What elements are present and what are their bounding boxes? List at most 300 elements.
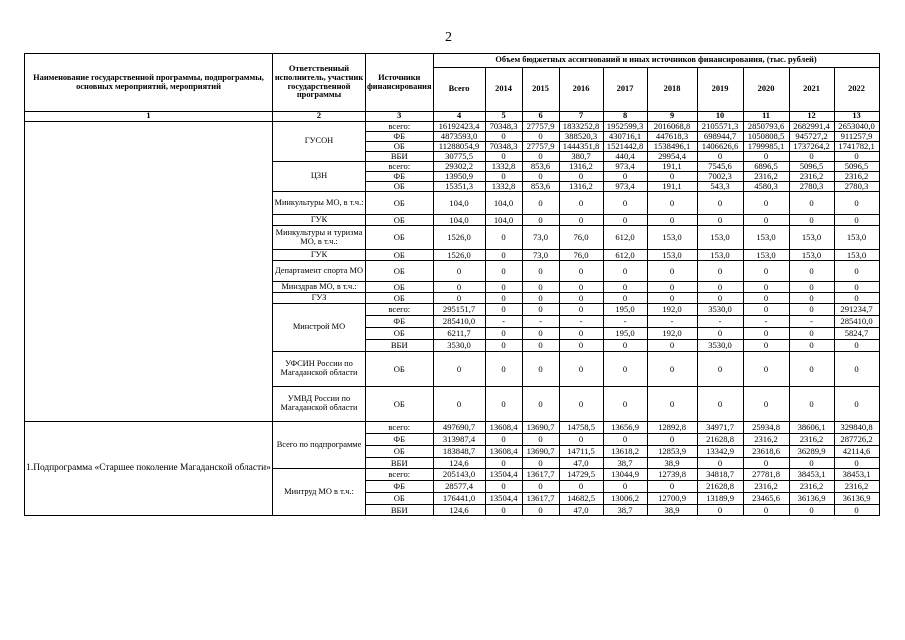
header-source: Источники финансирования <box>366 54 434 112</box>
value-cell: 0 <box>743 352 789 387</box>
value-cell: 0 <box>834 505 879 516</box>
value-cell: 0 <box>697 505 743 516</box>
value-cell: 0 <box>789 340 834 352</box>
source-cell: всего: <box>366 304 434 316</box>
value-cell: 0 <box>789 458 834 469</box>
value-cell: 0 <box>743 192 789 215</box>
value-cell: 0 <box>559 328 603 340</box>
value-cell: 0 <box>697 192 743 215</box>
table-row <box>25 422 880 434</box>
value-cell: 2780,3 <box>834 182 879 192</box>
value-cell: 153,0 <box>697 250 743 261</box>
value-cell: 0 <box>834 387 879 422</box>
responsible-cell: ГУСОН <box>273 122 366 162</box>
responsible-cell: ГУЗ <box>273 293 366 304</box>
header-column-number: 6 <box>522 112 559 122</box>
value-cell: 440,4 <box>603 152 647 162</box>
source-cell: ОБ <box>366 192 434 215</box>
header-year: 2016 <box>559 68 603 112</box>
header-year: Всего <box>433 68 485 112</box>
value-cell: 25934,8 <box>743 422 789 434</box>
value-cell: 0 <box>697 293 743 304</box>
value-cell: 14758,5 <box>559 422 603 434</box>
header-column-number: 8 <box>603 112 647 122</box>
value-cell: 38453,1 <box>789 469 834 481</box>
responsible-cell: Минздрав МО, в т.ч.: <box>273 282 366 293</box>
value-cell: 945727,2 <box>789 132 834 142</box>
value-cell: 285410,0 <box>834 316 879 328</box>
value-cell: 27757,9 <box>522 122 559 132</box>
header-column-number: 13 <box>834 112 879 122</box>
value-cell: 153,0 <box>743 226 789 250</box>
subprogram-label: 1.Подпрограмма «Старшее поколение Магаданской области» <box>25 422 273 516</box>
budget-table <box>24 53 880 516</box>
value-cell: 287726,2 <box>834 434 879 446</box>
value-cell: 0 <box>485 282 522 293</box>
value-cell: 38,7 <box>603 505 647 516</box>
value-cell: 0 <box>789 152 834 162</box>
value-cell: 6211,7 <box>433 328 485 340</box>
header-column-number: 11 <box>743 112 789 122</box>
value-cell: 0 <box>485 261 522 282</box>
value-cell: 1526,0 <box>433 250 485 261</box>
header-responsible: Ответственный исполнитель, участник государственной программы <box>273 54 366 112</box>
value-cell: 1526,0 <box>433 226 485 250</box>
value-cell: 1406626,6 <box>697 142 743 152</box>
value-cell: 192,0 <box>647 304 697 316</box>
value-cell: 6896,5 <box>743 162 789 172</box>
value-cell: 5096,5 <box>834 162 879 172</box>
value-cell: 153,0 <box>834 250 879 261</box>
value-cell: 0 <box>485 340 522 352</box>
value-cell: 0 <box>603 340 647 352</box>
value-cell: 698944,7 <box>697 132 743 142</box>
value-cell: 0 <box>559 481 603 493</box>
value-cell: 70348,3 <box>485 122 522 132</box>
source-cell: ОБ <box>366 446 434 458</box>
responsible-cell: ГУК <box>273 250 366 261</box>
value-cell: 0 <box>743 505 789 516</box>
value-cell: 0 <box>789 192 834 215</box>
value-cell: 0 <box>647 215 697 226</box>
header-column-number: 9 <box>647 112 697 122</box>
value-cell: 29954,4 <box>647 152 697 162</box>
value-cell: 2316,2 <box>834 172 879 182</box>
value-cell: 0 <box>485 304 522 316</box>
responsible-cell: ГУК <box>273 215 366 226</box>
value-cell: - <box>647 316 697 328</box>
value-cell: 0 <box>647 282 697 293</box>
value-cell: 0 <box>522 282 559 293</box>
value-cell: 176441,0 <box>433 493 485 505</box>
value-cell: 195,0 <box>603 304 647 316</box>
responsible-cell: Всего по подпрограмме <box>273 422 366 469</box>
value-cell: 73,0 <box>522 250 559 261</box>
value-cell: 0 <box>522 387 559 422</box>
value-cell: 0 <box>834 215 879 226</box>
value-cell: 2016068,8 <box>647 122 697 132</box>
value-cell: 0 <box>647 340 697 352</box>
value-cell: 14682,5 <box>559 493 603 505</box>
value-cell: 0 <box>522 132 559 142</box>
value-cell: 0 <box>559 261 603 282</box>
source-cell: ОБ <box>366 493 434 505</box>
value-cell: 192,0 <box>647 328 697 340</box>
value-cell: 0 <box>789 261 834 282</box>
value-cell: 191,1 <box>647 182 697 192</box>
value-cell: 13617,7 <box>522 493 559 505</box>
value-cell: 0 <box>647 172 697 182</box>
responsible-cell: Минтруд МО в т.ч.: <box>273 469 366 516</box>
value-cell: 0 <box>603 387 647 422</box>
responsible-cell: ЦЗН <box>273 162 366 192</box>
value-cell: 70348,3 <box>485 142 522 152</box>
value-cell: 0 <box>559 352 603 387</box>
value-cell: 0 <box>559 282 603 293</box>
value-cell: 1799985,1 <box>743 142 789 152</box>
value-cell: 0 <box>559 172 603 182</box>
value-cell: 15351,3 <box>433 182 485 192</box>
value-cell: 2682991,4 <box>789 122 834 132</box>
value-cell: 0 <box>559 192 603 215</box>
value-cell: 0 <box>789 304 834 316</box>
header-year: 2019 <box>697 68 743 112</box>
value-cell: 2850793,6 <box>743 122 789 132</box>
value-cell: 329840,8 <box>834 422 879 434</box>
source-cell: всего: <box>366 122 434 132</box>
header-column-number: 7 <box>559 112 603 122</box>
value-cell: 0 <box>522 481 559 493</box>
value-cell: 153,0 <box>697 226 743 250</box>
value-cell: 7545,6 <box>697 162 743 172</box>
value-cell: 13189,9 <box>697 493 743 505</box>
source-cell: ОБ <box>366 226 434 250</box>
value-cell: 0 <box>834 282 879 293</box>
value-cell: 104,0 <box>485 215 522 226</box>
value-cell: 38,7 <box>603 458 647 469</box>
header-year: 2015 <box>522 68 559 112</box>
value-cell: 7002,3 <box>697 172 743 182</box>
value-cell: 2316,2 <box>743 434 789 446</box>
value-cell: 0 <box>789 328 834 340</box>
value-cell: 0 <box>697 352 743 387</box>
value-cell: 153,0 <box>789 226 834 250</box>
value-cell: 153,0 <box>647 250 697 261</box>
value-cell: 0 <box>603 352 647 387</box>
value-cell: 0 <box>603 192 647 215</box>
value-cell: - <box>789 316 834 328</box>
value-cell: 27781,8 <box>743 469 789 481</box>
value-cell: 0 <box>559 304 603 316</box>
value-cell: 0 <box>603 282 647 293</box>
value-cell: 30775,5 <box>433 152 485 162</box>
source-cell: всего: <box>366 469 434 481</box>
value-cell: 612,0 <box>603 250 647 261</box>
value-cell: - <box>485 316 522 328</box>
value-cell: 1332,8 <box>485 182 522 192</box>
value-cell: 0 <box>789 387 834 422</box>
value-cell: 104,0 <box>485 192 522 215</box>
value-cell: 388520,3 <box>559 132 603 142</box>
value-cell: 0 <box>485 434 522 446</box>
value-cell: 0 <box>834 152 879 162</box>
value-cell: 153,0 <box>789 250 834 261</box>
value-cell: 13044,9 <box>603 469 647 481</box>
value-cell: 0 <box>559 215 603 226</box>
value-cell: 153,0 <box>743 250 789 261</box>
responsible-cell: УМВД России по Магаданской области <box>273 387 366 422</box>
value-cell: 124,6 <box>433 505 485 516</box>
header-year: 2017 <box>603 68 647 112</box>
value-cell: 3530,0 <box>697 340 743 352</box>
value-cell: 1741782,1 <box>834 142 879 152</box>
header-column-number: 4 <box>433 112 485 122</box>
source-cell: ФБ <box>366 172 434 182</box>
source-cell: ВБИ <box>366 505 434 516</box>
value-cell: 0 <box>522 172 559 182</box>
value-cell: 191,1 <box>647 162 697 172</box>
value-cell: 13006,2 <box>603 493 647 505</box>
value-cell: 0 <box>559 293 603 304</box>
value-cell: 0 <box>485 481 522 493</box>
value-cell: 1833252,8 <box>559 122 603 132</box>
value-cell: 104,0 <box>433 192 485 215</box>
source-cell: ОБ <box>366 182 434 192</box>
header-column-number: 1 <box>25 112 273 122</box>
value-cell: 0 <box>743 458 789 469</box>
value-cell: 23465,6 <box>743 493 789 505</box>
value-cell: 0 <box>522 192 559 215</box>
value-cell: 183848,7 <box>433 446 485 458</box>
value-cell: 0 <box>834 458 879 469</box>
value-cell: 0 <box>485 387 522 422</box>
value-cell: 0 <box>789 293 834 304</box>
value-cell: 14711,5 <box>559 446 603 458</box>
responsible-cell: Минкультуры и туризма МО, в т.ч.: <box>273 226 366 250</box>
value-cell: 0 <box>603 261 647 282</box>
page-number: 2 <box>445 30 452 45</box>
value-cell: - <box>697 316 743 328</box>
value-cell: 13342,9 <box>697 446 743 458</box>
value-cell: 380,7 <box>559 152 603 162</box>
value-cell: 973,4 <box>603 182 647 192</box>
value-cell: 0 <box>603 481 647 493</box>
value-cell: 1444351,8 <box>559 142 603 152</box>
value-cell: 12892,8 <box>647 422 697 434</box>
value-cell: 0 <box>603 172 647 182</box>
value-cell: 0 <box>522 458 559 469</box>
value-cell: 0 <box>789 352 834 387</box>
value-cell: 0 <box>789 282 834 293</box>
value-cell: 0 <box>697 215 743 226</box>
value-cell: 291234,7 <box>834 304 879 316</box>
source-cell: ОБ <box>366 387 434 422</box>
value-cell: - <box>522 316 559 328</box>
value-cell: 0 <box>603 434 647 446</box>
value-cell: 0 <box>647 293 697 304</box>
value-cell: 47,0 <box>559 505 603 516</box>
value-cell: 5824,7 <box>834 328 879 340</box>
value-cell: 23618,6 <box>743 446 789 458</box>
value-cell: 12739,8 <box>647 469 697 481</box>
value-cell: 34971,7 <box>697 422 743 434</box>
source-cell: ОБ <box>366 261 434 282</box>
value-cell: 0 <box>485 328 522 340</box>
value-cell: 0 <box>433 387 485 422</box>
responsible-cell: Минкультуры МО, в т.ч.: <box>273 192 366 215</box>
value-cell: 853,6 <box>522 162 559 172</box>
value-cell: 2316,2 <box>743 172 789 182</box>
value-cell: 5096,5 <box>789 162 834 172</box>
program-name-cell <box>25 122 273 422</box>
value-cell: 0 <box>485 152 522 162</box>
value-cell: 38,9 <box>647 458 697 469</box>
value-cell: 0 <box>697 458 743 469</box>
source-cell: ФБ <box>366 481 434 493</box>
value-cell: 0 <box>743 282 789 293</box>
value-cell: 13608,4 <box>485 446 522 458</box>
value-cell: 4873593,0 <box>433 132 485 142</box>
source-cell: ОБ <box>366 282 434 293</box>
value-cell: 13950,9 <box>433 172 485 182</box>
value-cell: 76,0 <box>559 226 603 250</box>
table-row <box>25 122 880 132</box>
value-cell: 0 <box>433 352 485 387</box>
source-cell: ФБ <box>366 316 434 328</box>
value-cell: 73,0 <box>522 226 559 250</box>
value-cell: 0 <box>522 328 559 340</box>
value-cell: 2105571,3 <box>697 122 743 132</box>
value-cell: 153,0 <box>647 226 697 250</box>
value-cell: 0 <box>697 387 743 422</box>
value-cell: 2316,2 <box>789 172 834 182</box>
value-cell: 1521442,8 <box>603 142 647 152</box>
value-cell: 1316,2 <box>559 162 603 172</box>
value-cell: 2316,2 <box>834 481 879 493</box>
value-cell: 313987,4 <box>433 434 485 446</box>
value-cell: 13618,2 <box>603 446 647 458</box>
value-cell: 0 <box>743 261 789 282</box>
value-cell: 0 <box>433 293 485 304</box>
header-volume: Объем бюджетных ассигнований и иных источников финансирования, (тыс. рублей) <box>433 54 879 68</box>
value-cell: 0 <box>743 215 789 226</box>
value-cell: 0 <box>559 340 603 352</box>
source-cell: всего: <box>366 422 434 434</box>
header-name: Наименование государственной программы, подпрограммы, основных мероприятий, мероприятий <box>25 54 273 112</box>
value-cell: 0 <box>522 304 559 316</box>
value-cell: 0 <box>433 282 485 293</box>
value-cell: 295151,7 <box>433 304 485 316</box>
value-cell: 0 <box>834 192 879 215</box>
value-cell: 205143,0 <box>433 469 485 481</box>
value-cell: 1538496,1 <box>647 142 697 152</box>
value-cell: 2316,2 <box>789 481 834 493</box>
header-year: 2021 <box>789 68 834 112</box>
value-cell: 13504,4 <box>485 469 522 481</box>
value-cell: 1952599,3 <box>603 122 647 132</box>
value-cell: 47,0 <box>559 458 603 469</box>
value-cell: 0 <box>743 387 789 422</box>
value-cell: 29302,2 <box>433 162 485 172</box>
value-cell: 76,0 <box>559 250 603 261</box>
value-cell: 0 <box>522 152 559 162</box>
value-cell: 13656,9 <box>603 422 647 434</box>
value-cell: 13690,7 <box>522 446 559 458</box>
value-cell: 34818,7 <box>697 469 743 481</box>
value-cell: 0 <box>522 340 559 352</box>
responsible-cell: Минстрой МО <box>273 304 366 352</box>
value-cell: 0 <box>834 261 879 282</box>
value-cell: 0 <box>603 293 647 304</box>
value-cell: 38,9 <box>647 505 697 516</box>
value-cell: 0 <box>522 261 559 282</box>
value-cell: 0 <box>647 387 697 422</box>
value-cell: 0 <box>522 505 559 516</box>
value-cell: 0 <box>647 192 697 215</box>
value-cell: 0 <box>485 505 522 516</box>
value-cell: 13690,7 <box>522 422 559 434</box>
value-cell: 0 <box>834 293 879 304</box>
value-cell: 0 <box>485 226 522 250</box>
value-cell: 0 <box>834 352 879 387</box>
header-column-number: 5 <box>485 112 522 122</box>
value-cell: 0 <box>485 172 522 182</box>
value-cell: 2316,2 <box>743 481 789 493</box>
value-cell: 0 <box>522 215 559 226</box>
value-cell: 42114,6 <box>834 446 879 458</box>
header-year: 2018 <box>647 68 697 112</box>
value-cell: 0 <box>522 293 559 304</box>
source-cell: ОБ <box>366 328 434 340</box>
value-cell: 3530,0 <box>433 340 485 352</box>
value-cell: 0 <box>743 304 789 316</box>
source-cell: ВБИ <box>366 340 434 352</box>
value-cell: 12700,9 <box>647 493 697 505</box>
value-cell: 0 <box>743 293 789 304</box>
header-column-number: 12 <box>789 112 834 122</box>
value-cell: 104,0 <box>433 215 485 226</box>
header-column-number: 10 <box>697 112 743 122</box>
value-cell: 0 <box>743 340 789 352</box>
value-cell: 0 <box>485 352 522 387</box>
value-cell: 0 <box>834 340 879 352</box>
value-cell: 0 <box>743 328 789 340</box>
responsible-cell: УФСИН России по Магаданской области <box>273 352 366 387</box>
value-cell: 1737264,2 <box>789 142 834 152</box>
value-cell: 0 <box>522 352 559 387</box>
value-cell: 0 <box>743 152 789 162</box>
value-cell: 0 <box>647 261 697 282</box>
value-cell: 0 <box>697 152 743 162</box>
source-cell: ОБ <box>366 352 434 387</box>
value-cell: 36136,9 <box>789 493 834 505</box>
value-cell: 38606,1 <box>789 422 834 434</box>
value-cell: 0 <box>433 261 485 282</box>
value-cell: 0 <box>647 352 697 387</box>
source-cell: ВБИ <box>366 458 434 469</box>
value-cell: 36289,9 <box>789 446 834 458</box>
source-cell: ФБ <box>366 132 434 142</box>
header-column-number: 3 <box>366 112 434 122</box>
value-cell: 0 <box>697 282 743 293</box>
value-cell: 0 <box>697 328 743 340</box>
source-cell: ВБИ <box>366 152 434 162</box>
source-cell: ФБ <box>366 434 434 446</box>
value-cell: 497690,7 <box>433 422 485 434</box>
value-cell: 1050808,5 <box>743 132 789 142</box>
responsible-cell: Департамент спорта МО <box>273 261 366 282</box>
value-cell: 14729,5 <box>559 469 603 481</box>
